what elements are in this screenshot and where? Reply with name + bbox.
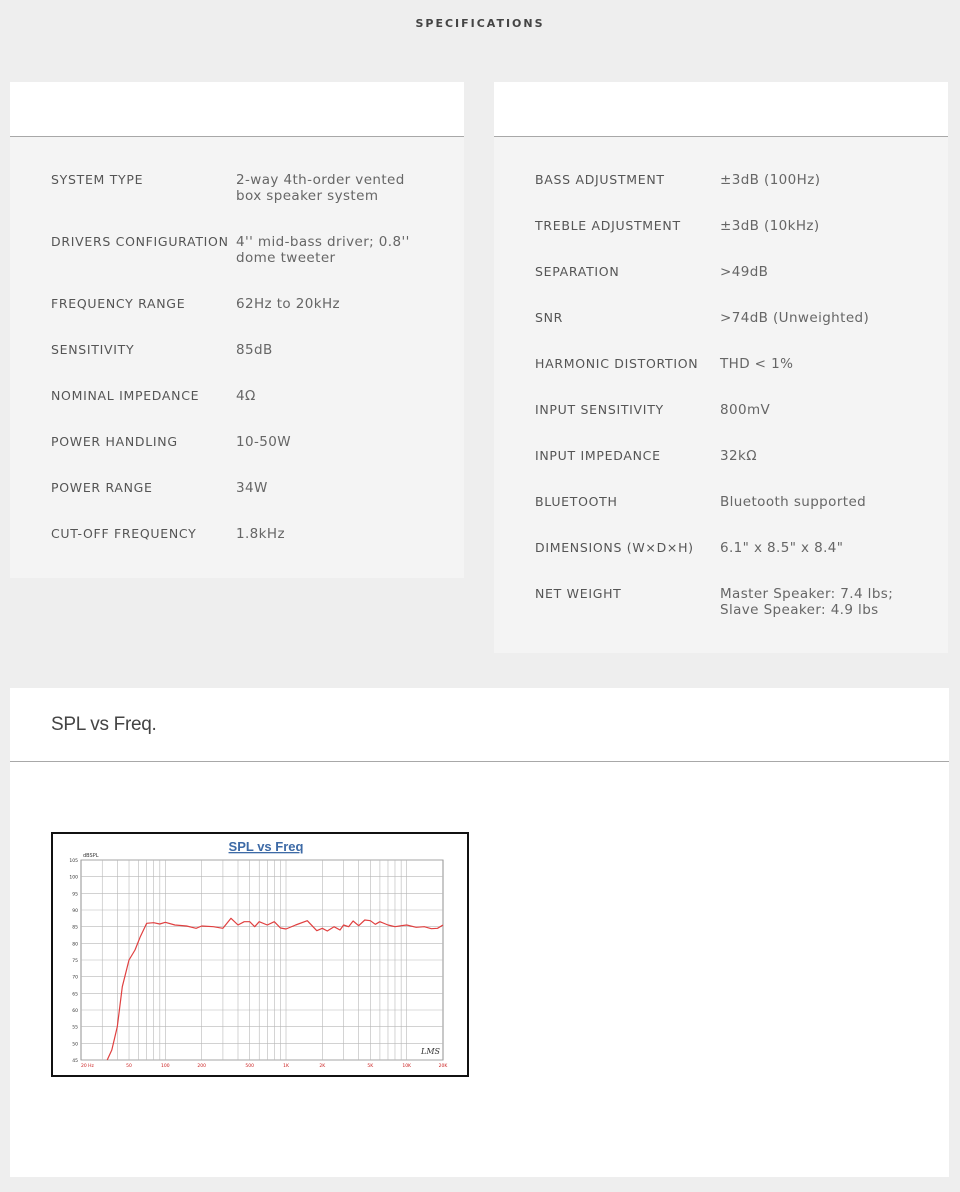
spec-value: ±3dB (100Hz) [720,172,821,188]
spec-value: 34W [236,480,268,496]
spec-label: SNR [535,310,564,325]
spec-label: POWER RANGE [51,480,153,495]
spec-row [51,172,464,204]
spec-label: DRIVERS CONFIGURATION [51,234,229,249]
spec-value: >49dB [720,264,769,280]
spec-value: 6.1" x 8.5" x 8.4" [720,540,844,556]
y-tick-label: 95 [72,892,78,898]
spec-value: >74dB (Unweighted) [720,310,870,326]
spec-label: SYSTEM TYPE [51,172,144,187]
chart-title: SPL vs Freq [228,839,304,854]
x-tick-label: 5K [367,1064,374,1069]
spec-label: INPUT SENSITIVITY [535,402,664,417]
spec-value: 32kΩ [720,448,757,464]
spec-row [535,264,948,280]
spec-value: 2-way 4th-order vented box speaker system [236,172,405,204]
page-title: SPECIFICATIONS [415,17,545,30]
spec-row [51,234,464,266]
spec-label: POWER HANDLING [51,434,178,449]
y-tick-label: 50 [72,1042,78,1048]
y-tick-label: 70 [72,975,78,981]
spec-label: DIMENSIONS (W×D×H) [535,540,694,555]
spec-row [51,342,464,358]
spl-chart-section [10,688,949,1177]
spl-chart-section-title: SPL vs Freq. [51,714,157,735]
spec-row [535,356,948,372]
spec-label: NET WEIGHT [535,586,622,601]
spec-value: 85dB [236,342,273,358]
spec-value: 4Ω [236,388,256,404]
y-tick-label: 105 [69,859,78,864]
spec-value: 62Hz to 20kHz [236,296,340,312]
y-tick-label: 65 [72,992,78,998]
spec-row [51,388,464,404]
spec-row [535,172,948,188]
y-tick-label: 85 [72,925,78,931]
left-spec-card-header [10,82,464,137]
chart-watermark: LMS [421,1047,440,1056]
spec-label: INPUT IMPEDANCE [535,448,661,463]
y-tick-label: 45 [72,1059,78,1064]
spec-label: CUT-OFF FREQUENCY [51,526,197,541]
left-spec-list [10,137,464,542]
right-spec-card-header [494,82,948,137]
spec-label: SEPARATION [535,264,620,279]
y-axis-label: dBSPL [83,853,99,859]
spl-graph [51,832,469,1077]
spl-graph-svg [53,834,467,1075]
y-tick-label: 80 [72,942,78,948]
x-tick-label: 20K [438,1064,448,1069]
x-tick-label: 10K [402,1064,412,1069]
spec-row [535,494,948,510]
spl-chart-section-header [10,688,949,762]
spec-value: 800mV [720,402,771,418]
spec-row [51,526,464,542]
spec-value: 1.8kHz [236,526,285,542]
y-tick-label: 90 [72,909,78,914]
spec-label: FREQUENCY RANGE [51,296,186,311]
x-tick-label: 1K [283,1064,289,1069]
y-tick-label: 55 [72,1025,78,1031]
x-tick-label: 200 [197,1064,206,1069]
left-spec-card [10,82,464,578]
spec-row [535,218,948,234]
spec-row [535,540,948,556]
spec-row [535,586,948,618]
right-spec-list [494,137,948,618]
spec-row [535,402,948,418]
spec-label: BASS ADJUSTMENT [535,172,665,187]
spec-label: SENSITIVITY [51,342,135,357]
x-tick-label: 2K [319,1064,326,1069]
spec-label: NOMINAL IMPEDANCE [51,388,200,403]
x-tick-label: 100 [161,1064,170,1069]
x-tick-label: 20 Hz [81,1064,94,1069]
spec-row [51,296,464,312]
spec-value: ±3dB (10kHz) [720,218,820,234]
spec-label: HARMONIC DISTORTION [535,356,699,371]
spec-value: Bluetooth supported [720,494,867,510]
spec-row [535,448,948,464]
spec-value: Master Speaker: 7.4 lbs; Slave Speaker: 4.9 lbs [720,586,894,618]
y-tick-label: 100 [69,875,78,881]
spec-row [51,434,464,450]
spec-value: THD < 1% [720,356,794,372]
y-tick-label: 75 [72,959,78,964]
x-tick-label: 500 [245,1064,254,1069]
spec-value: 10-50W [236,434,291,450]
x-tick-label: 50 [126,1064,132,1069]
spec-label: TREBLE ADJUSTMENT [535,218,681,233]
spec-row [51,480,464,496]
right-spec-card [494,82,948,653]
spec-value: 4'' mid-bass driver; 0.8'' dome tweeter [236,234,410,266]
spec-label: BLUETOOTH [535,494,618,509]
spec-row [535,310,948,326]
y-tick-label: 60 [72,1009,78,1014]
